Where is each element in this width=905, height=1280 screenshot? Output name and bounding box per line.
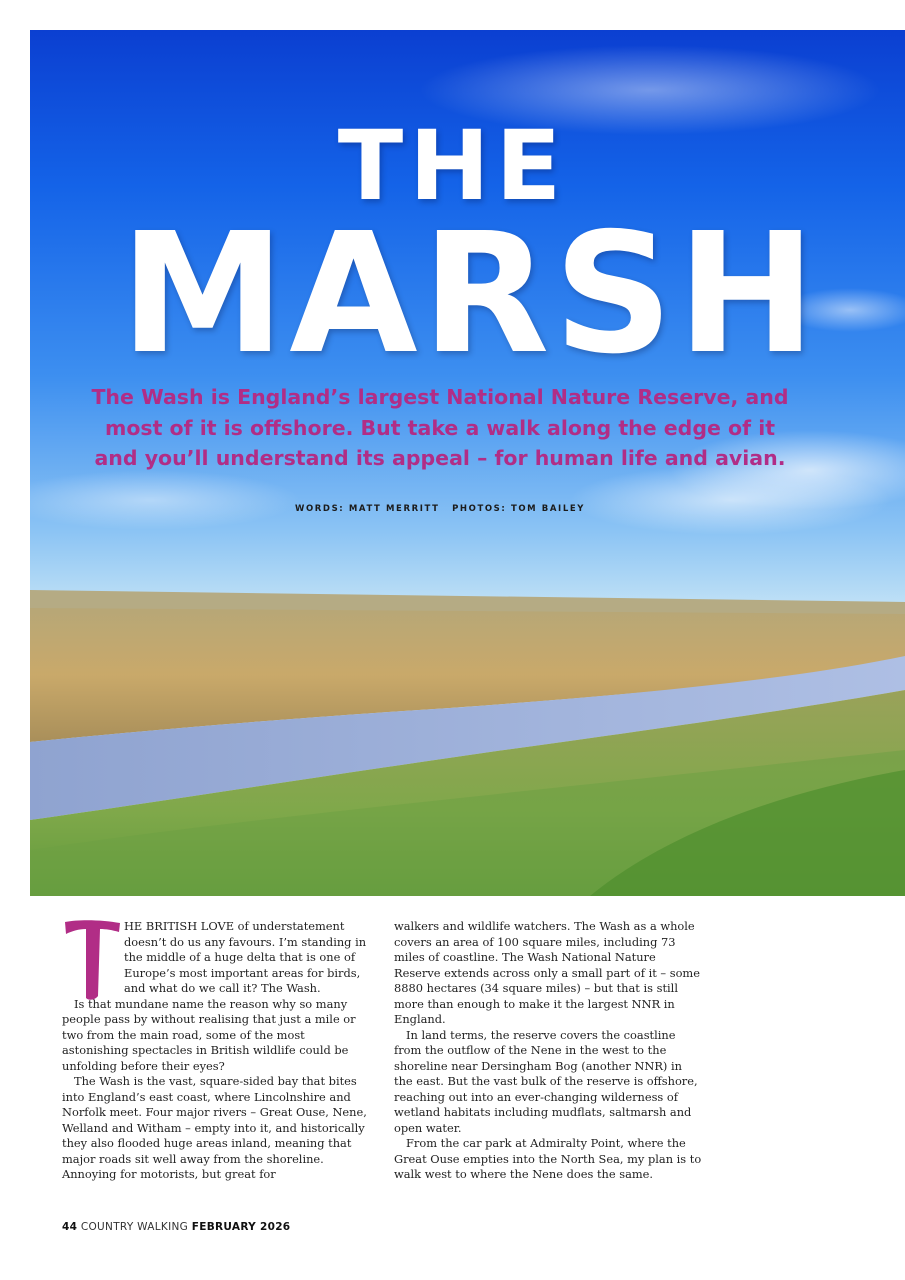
- hero-photo: [30, 30, 905, 896]
- byline-words: WORDS: MATT MERRITT: [294, 504, 440, 514]
- standfirst: The Wash is England’s largest National Nature Reserve, and most of it is offshore. But take a walk along the edge of it and you’ll understand its appeal – for human life and avian.: [91, 385, 789, 470]
- paragraph-5: From the car park at Admiralty Point, where the Great Ouse empties into the North Sea, my plan is to walk west to where the Nene does the same.: [394, 1136, 702, 1181]
- lead-paragraph: HE BRITISH LOVE of understatement doesn’t do us any favours. I’m standing in the middle of a huge delta that is one of Europe’s most important areas for birds, and what do we call it? The Wash.: [124, 919, 367, 995]
- paragraph-3: The Wash is the vast, square-sided bay that bites into England’s east coast, where Lincolnshire and Norfolk meet. Four major rivers – Great Ouse, Nene, Welland and Witham – empty into it, and historically they also flooded huge areas inland, meaning that major roads sit well away from the shoreline. Annoying for motorists, but great for: [62, 1074, 367, 1181]
- paragraph-4: In land terms, the reserve covers the coastline from the outflow of the Nene in the west to the shoreline near Dersingham Bog (another NNR) in the east. But the vast bulk of the reserve is offshore, reaching out into an ever-changing wilderness of wetland habitats including mudflats, saltmarsh and open water.: [394, 1027, 698, 1135]
- byline: [90, 504, 790, 514]
- headline-marsh: MARSH: [120, 198, 820, 391]
- issue-date: FEBRUARY 2026: [191, 1221, 291, 1233]
- byline-photos: PHOTOS: TOM BAILEY: [452, 504, 585, 514]
- article-column-right: [394, 919, 704, 1183]
- page-footer: [62, 1221, 290, 1233]
- article-column-left: [62, 919, 372, 1183]
- page-number: 44: [62, 1221, 78, 1233]
- magazine-name: COUNTRY WALKING: [80, 1221, 189, 1233]
- paragraph-2: Is that mundane name the reason why so many people pass by without realising that just a mile or two from the main road, some of the most astonishing spectacles in British wildlife could be unfolding before their eyes?: [62, 996, 356, 1073]
- headline-the: THE: [337, 110, 568, 222]
- dropcap-letter: T: [92, 978, 93, 979]
- paragraph-3-continued: walkers and wildlife watchers. The Wash as a whole covers an area of 100 square miles, including 73 miles of coastline. The Wash National Nature Reserve extends across only a small part of it – some 8880 hectares (34 square miles) – but that is still more than enough to make it the largest NNR in England.: [394, 919, 700, 1026]
